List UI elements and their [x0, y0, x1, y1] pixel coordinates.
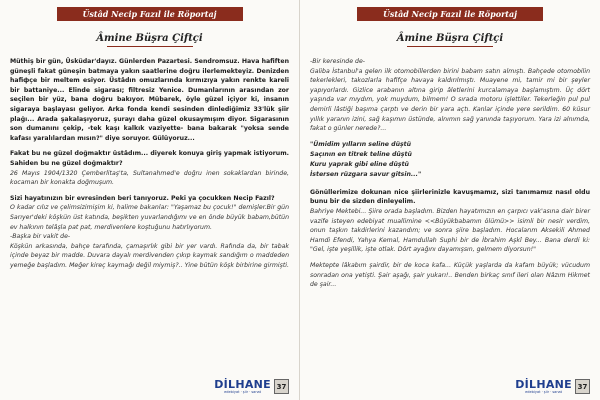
logo-tagline: edebiyat · şiir · sanat: [224, 390, 262, 394]
poem-line: Saçının en titrek teline düştü: [310, 150, 412, 158]
poem-line: Kuru yaprak gibi eline düştü: [310, 160, 409, 168]
dilhane-logo: [214, 379, 271, 394]
answer: Köşkün arkasında, bahçe tarafında, çamaşırlık gibi bir yer vardı. Rafında da, bir tabak içinde beyaz bir madde. Duvara dayalı merdivenden çıkıp kaymak sandığım o maddeden yemeğe başladım. Meğer kireç kaymağı değil miymiş?.. Yine bütün köşk birbirine girmişti.: [10, 242, 289, 269]
right-page: [300, 0, 600, 400]
subheading: -Bir keresinde de-: [310, 58, 365, 65]
question: Fakat bu ne güzel doğmaktır üstâdım... diyerek konuya giriş yapmak istiyorum. Sahiden bu ne güzel doğmaktır?: [10, 150, 289, 167]
answer: Bahriye Mektebi... Şiire orada başladım. Bizden hayatımızın en çarpıcı vak'asına dair birer vazife isteyen edebiyat muallimine <<Büyükbabamın ölümü>> isimli bir nesir verdim, onun taşkın takdirlerini kazandım; ve sonra şiire başladım. Hocalarım Aksekili Ahmed Hamdi Efendi, Yahya Kemal, Hamdullah Suphi bir de İbrahim Aşkî Bey... Bana derdi ki: "Gel, işte yeşillik, işte otlak. Dört ayağını dayamışsın, gelmem diyorsun!": [310, 207, 590, 254]
logo-text: DİLHANE: [515, 378, 572, 391]
intro-paragraph: Müthiş bir gün, Üsküdar'dayız. Günlerden Pazartesi. Sendromsuz. Hava hafiften güneşli fakat güneşin batmaya yakın saatlerine doğru ilerlemekteyiz. Denizden hafiфçe bir meltem esiyor. Üstâdın omuzlarında kırmızıya yakın renkte kareli bir battaniye... Elinde sigarası; filtresiz Yenice. Dumanlarının arasından zor seçilen bir yüz, bana doğru bakıyor. Mübarek, öyle güzel içiyor ki, insanın sigaraya başlayası geliyor. Arka fonda kendi sesinden dinlediğimiz 33'lük şiir plağı... Arada şakalaşıyoruz, şurayı daha güzel okusaymışım diyor. Sigarasının son dumanını çekip, -tek kaşı kalkık vaziyette- bana bakarak "yoksa sende kafası yaralılardan mısın?" diye soruyor. Gülüyoruz...: [10, 58, 289, 142]
author-name: Âmine Büşra Çiftçi: [96, 33, 203, 44]
author-rule: [107, 46, 193, 47]
page-header: Üstâd Necip Fazıl ile Röportaj: [357, 7, 543, 21]
question: Sizi hayatınızın bir evresinden beri tanıyoruz. Peki ya çocukken Necip Fazıl?: [10, 194, 275, 202]
article-column: [310, 57, 590, 290]
poem-line: "Ümidim yılların seline düştü: [310, 140, 412, 148]
dilhane-logo: [515, 379, 572, 394]
subheading: -Başka bir vakit de-: [10, 233, 71, 241]
question: Gönüllerimize dokunan nice şiirlerinizle kavuşmamız, sizi tanımamız nasıl oldu bunu bir de sizden dinleyelim.: [310, 188, 590, 206]
answer: O kadar cılız ve çelimsizimişim ki, halime bakanlar: "Yaşamaz bu çocuk!" demişler.Bir gün Sarıyer'deki köşkün üst katında, beşikten yuvarlandığımı ve en önde büyük babam,bütün ev halkının telâşla pat pat, merdivenlere koştuğunu hatırlıyorum.: [10, 204, 289, 231]
author-name: Âmine Büşra Çiftçi: [396, 33, 504, 44]
poem-quote: [310, 140, 590, 180]
answer: 26 Mayıs 1904/1320 Çemberlitaş'ta, Sultanahmed'e doğru inen sokaklardan birinde, kocaman bir konakta doğmuşum.: [10, 169, 289, 187]
page-number: 37: [575, 379, 590, 394]
poem-line: İstersen rüzgara savur gitsin...": [310, 170, 422, 178]
answer: Mektepte lâkabım şairdir, bir de koca kafa... Küçük yaşlarda da kafam büyük; vücudum sonradan ona yetişti. Şair aşağı, şair yukarı!.. Benden birkaç sınıf ileri olan Nâzım Hikmet de şair...: [310, 261, 590, 289]
article-column: [10, 57, 289, 270]
logo-tagline: edebiyat · şiir · sanat: [525, 390, 563, 394]
answer: Galiba İstanbul'a gelen ilk otomobillerden birini babam satın almıştı. Bahçede otomobilin tekerlekleri, takozlarla hafifçe havaya kaldırılmıştı. Muayene mi, tamir mi bir şeyler yapıyorlardı. Gizlice arabanın altına girip âletlerini kurcalamaya başlamıştım. Üç dört yaşında var mıydım, yok muydum, bilmem! O sırada motoru işlettiler. Tekerleğin pul pul demirli lâstiği başıma çarptı ve derin bir yara açtı. Kanlar içinde yere serildim. 60 küsur yıllık yaranın izini, sağ kaşımın üstünde, alnımın sağ yanında taşıyorum. Yara izi alnımda, fakat o günler nerede?...: [310, 67, 590, 133]
author-rule: [407, 46, 493, 47]
page-footer: [214, 379, 289, 394]
page-header: Üstâd Necip Fazıl ile Röportaj: [57, 7, 243, 21]
page-number: 37: [274, 379, 289, 394]
page-footer: [515, 379, 590, 394]
logo-text: DİLHANE: [214, 378, 271, 391]
